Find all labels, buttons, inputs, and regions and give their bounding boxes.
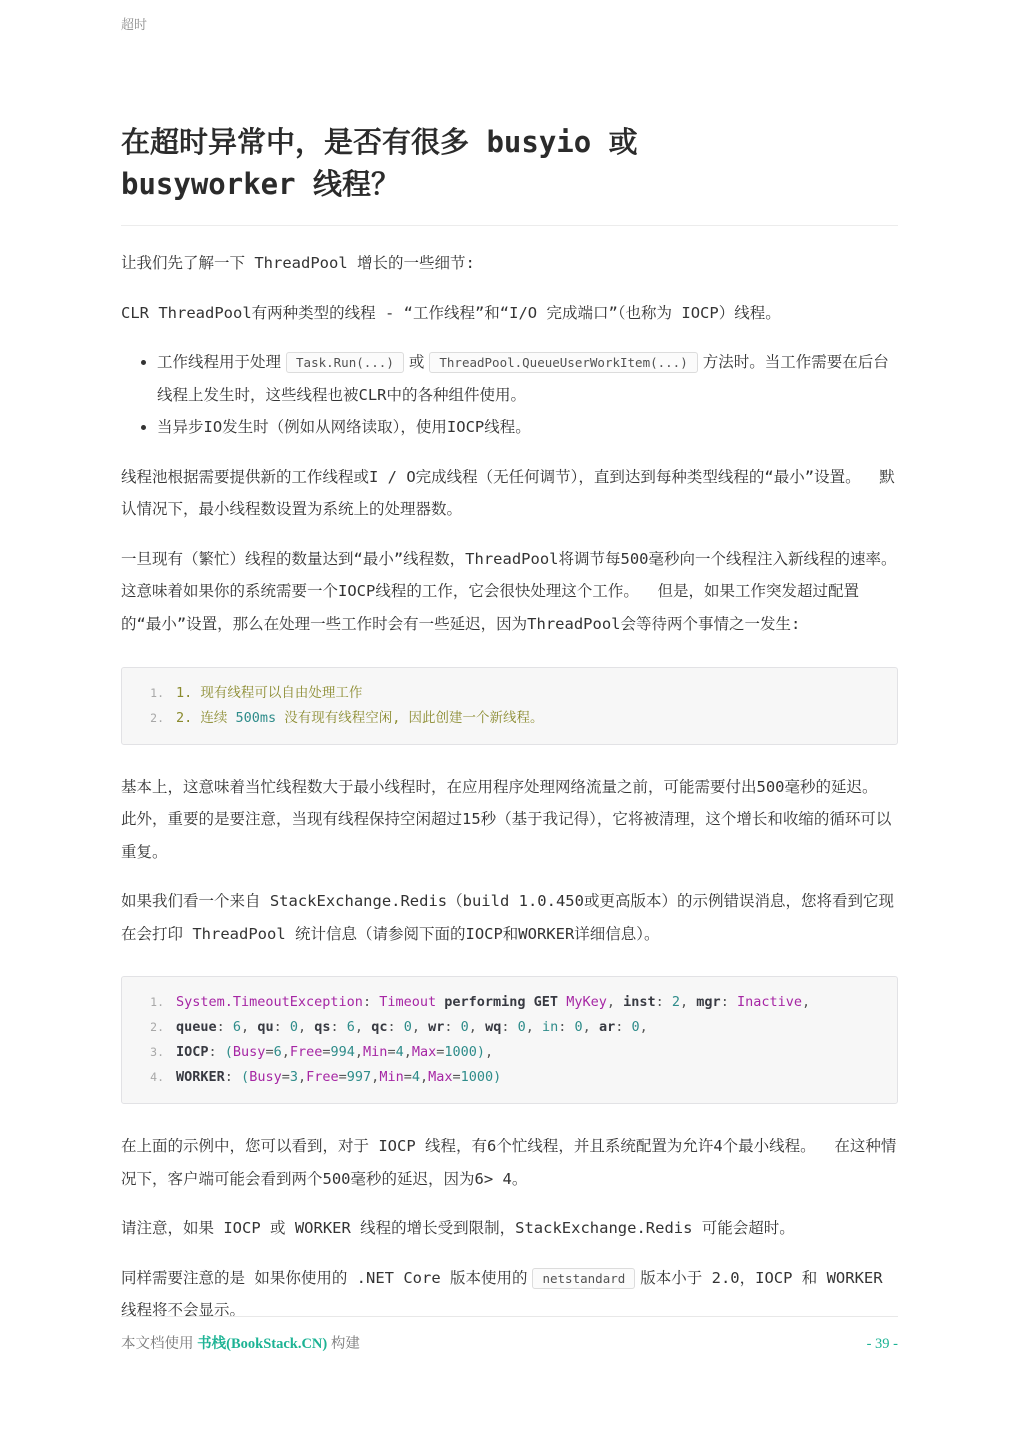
code-line [138, 1015, 881, 1040]
paragraph-netstandard-text: 同样需要注意的是 如果你使用的 .NET Core 版本使用的 [121, 1268, 528, 1287]
paragraph-growth-throttled: 请注意，如果 IOCP 或 WORKER 线程的增长受到限制，StackExchange.Redis 可能会超时。 [121, 1219, 795, 1238]
inline-code-queue-user-work-item: ThreadPool.QueueUserWorkItem(...) [429, 352, 697, 373]
page-title [121, 121, 898, 226]
paragraph-error-message-intro: 如果我们看一个来自 StackExchange.Redis（build 1.0.450或更高版本）的示例错误消息，您将看到它现在会打印 ThreadPool 统计信息（请参阅下面的IOCP和WORKER详细信息）。 [121, 892, 894, 943]
paragraph-delay-text: 基本上，这意味着当忙线程数大于最小线程时，在应用程序处理网络流量之前，可能需要付出500毫秒的延迟。 [121, 777, 878, 796]
page-number: - 39 - [866, 1336, 898, 1352]
list-item-text: 或 [408, 353, 425, 372]
list-item-text: 工作线程用于处理 [157, 353, 282, 372]
line-number: 1. [150, 995, 164, 1010]
paragraph-clr-threadpool: CLR ThreadPool有两种类型的线程 - “工作线程”和“I/O 完成端口”（也称为 IOCP）线程。 [121, 303, 781, 322]
inline-code-task-run: Task.Run(...) [286, 352, 404, 373]
list-item-worker-threads [157, 346, 898, 411]
paragraph-threadpool-minimum: 线程池根据需要提供新的工作线程或I / O完成线程（无任何调节），直到达到每种类型线程的“最小”设置。 默认情况下，最小线程数设置为系统上的处理器数。 [121, 467, 895, 519]
list-item-text: 方法时。当工作需要在后台线程上发生时，这些线程也被CLR中的各种组件使用。 [157, 353, 889, 404]
paragraph-delay-cleanup [121, 771, 898, 869]
page-container [121, 0, 916, 1327]
inline-code-netstandard: netstandard [532, 1268, 635, 1289]
paragraph-example-analysis: 在上面的示例中，您可以看到，对于 IOCP 线程，有6个忙线程，并且系统配置为允许4个最小线程。 在这种情况下，客户端可能会看到两个500毫秒的延迟，因为6> 4。 [121, 1137, 897, 1188]
page-title-line1: 在超时异常中，是否有很多 busyio 或 [121, 125, 638, 159]
line-number: 4. [150, 1070, 164, 1085]
footer-credit-suffix: 构建 [327, 1336, 360, 1352]
footer-credit [121, 1332, 360, 1353]
paragraph-netstandard-text: 版本小于 2.0，IOCP 和 WORKER 线程将不会显示。 [121, 1268, 892, 1320]
paragraph-cleanup-text: 此外，重要的是要注意，当现有线程保持空闲超过15秒（基于我记得），它将被清理，这个增长和收缩的循环可以重复。 [121, 810, 892, 861]
line-number: 2. [150, 710, 164, 725]
code-text: WORKER: (Busy=3,Free=997,Min=4,Max=1000) [176, 1069, 502, 1086]
page-footer [121, 1316, 898, 1353]
line-number: 3. [150, 1045, 164, 1060]
running-header-title: 超时 [121, 18, 148, 33]
line-number: 1. [150, 685, 164, 700]
code-line [138, 681, 881, 706]
paragraph-injection-rate: 一旦现有（繁忙）线程的数量达到“最小”线程数，ThreadPool将调节每500毫秒向一个线程注入新线程的速率。 这意味着如果你的系统需要一个IOCP线程的工作，它会很快处理这个工作。 但是，如果工作突发超过配置的“最小”设置，那么在处理一些工作时会有一些延迟，因为ThreadPool会等待两个事情之一发生: [121, 549, 916, 634]
code-text: 1. 现有线程可以自由处理工作 [176, 684, 363, 701]
paragraph-intro: 让我们先了解一下 ThreadPool 增长的一些细节: [121, 254, 475, 273]
running-header [121, 0, 898, 33]
footer-credit-prefix: 本文档使用 [121, 1336, 198, 1352]
footer-brand-link[interactable]: 书栈(BookStack.CN) [197, 1336, 328, 1352]
page-title-line2: busyworker 线程？ [121, 167, 401, 202]
code-text: queue: 6, qu: 0, qs: 6, qc: 0, wr: 0, wq: 0, in: 0, ar: 0, [176, 1019, 648, 1036]
code-text: 2. 连续 500ms 没有现有线程空闲, 因此创建一个新线程。 [176, 709, 544, 726]
code-text: IOCP: (Busy=6,Free=994,Min=4,Max=1000), [176, 1044, 494, 1061]
code-line [138, 706, 881, 731]
list-item-iocp-threads: • 当异步IO发生时（例如从网络读取），使用IOCP线程。 [157, 411, 898, 444]
code-line [138, 990, 881, 1015]
code-line [138, 1065, 881, 1090]
code-text: System.TimeoutException: Timeout performing GET MyKey, inst: 2, mgr: Inactive, [176, 994, 811, 1011]
code-line [138, 1040, 881, 1065]
code-block-thread-conditions [121, 667, 898, 745]
line-number: 2. [150, 1020, 164, 1035]
bullet-list [121, 346, 898, 444]
code-block-timeout-exception [121, 976, 898, 1104]
